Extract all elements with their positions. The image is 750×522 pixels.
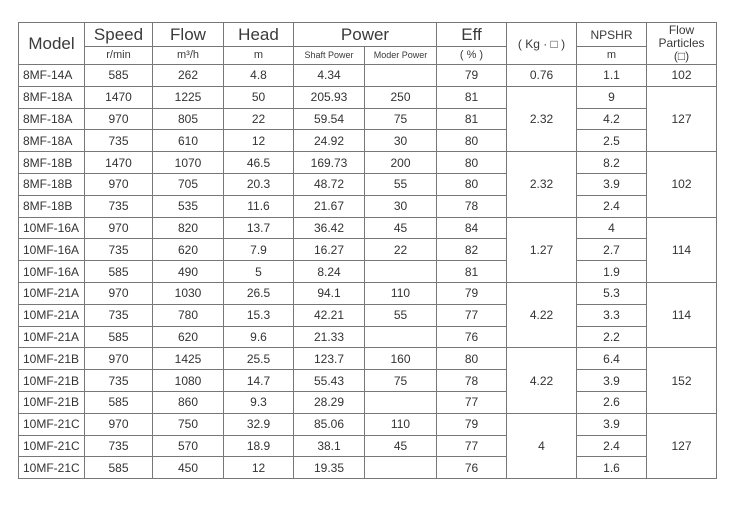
cell-model: 10MF-21B	[19, 370, 85, 392]
cell-shaft-power: 42.21	[294, 304, 365, 326]
cell-moder-power: 75	[365, 108, 437, 130]
cell-weight: 4	[507, 413, 577, 478]
cell-moder-power	[365, 457, 437, 479]
cell-moder-power: 110	[365, 413, 437, 435]
cell-flow: 610	[153, 130, 224, 152]
cell-moder-power: 55	[365, 173, 437, 195]
cell-moder-power: 45	[365, 435, 437, 457]
cell-speed: 970	[85, 173, 153, 195]
cell-flow: 1070	[153, 152, 224, 174]
table-row	[19, 239, 717, 261]
table-row	[19, 326, 717, 348]
cell-shaft-power: 38.1	[294, 435, 365, 457]
header-shaft-power: Shaft Power	[294, 47, 365, 65]
cell-moder-power: 160	[365, 348, 437, 370]
cell-shaft-power: 94.1	[294, 282, 365, 304]
cell-moder-power	[365, 391, 437, 413]
cell-weight: 4.22	[507, 282, 577, 347]
cell-flow-particles: 102	[647, 152, 717, 217]
cell-weight: 1.27	[507, 217, 577, 282]
cell-speed: 585	[85, 391, 153, 413]
particles-label-line1: Flow	[668, 23, 695, 37]
cell-model: 10MF-16A	[19, 239, 85, 261]
cell-flow: 620	[153, 326, 224, 348]
unit-npshr: m	[577, 47, 647, 65]
cell-flow: 1425	[153, 348, 224, 370]
cell-eff: 80	[437, 130, 507, 152]
cell-shaft-power: 21.33	[294, 326, 365, 348]
cell-speed: 1470	[85, 86, 153, 108]
cell-moder-power	[365, 261, 437, 283]
cell-model: 10MF-21C	[19, 457, 85, 479]
cell-model: 10MF-21A	[19, 282, 85, 304]
cell-shaft-power: 85.06	[294, 413, 365, 435]
table-row	[19, 370, 717, 392]
cell-moder-power: 45	[365, 217, 437, 239]
cell-moder-power: 75	[365, 370, 437, 392]
cell-moder-power: 30	[365, 130, 437, 152]
cell-head: 11.6	[224, 195, 294, 217]
cell-weight: 0.76	[507, 65, 577, 87]
particles-unit: (□)	[673, 49, 690, 63]
cell-eff: 80	[437, 152, 507, 174]
cell-flow: 450	[153, 457, 224, 479]
unit-flow: m³/h	[153, 47, 224, 65]
cell-shaft-power: 24.92	[294, 130, 365, 152]
cell-head: 25.5	[224, 348, 294, 370]
cell-eff: 79	[437, 65, 507, 87]
header-weight-unit: ( Kg · □ )	[507, 23, 577, 65]
cell-flow: 570	[153, 435, 224, 457]
cell-speed: 735	[85, 370, 153, 392]
cell-flow-particles: 152	[647, 348, 717, 413]
cell-head: 22	[224, 108, 294, 130]
cell-npshr: 2.2	[577, 326, 647, 348]
cell-flow-particles: 102	[647, 65, 717, 87]
cell-eff: 79	[437, 413, 507, 435]
cell-flow: 262	[153, 65, 224, 87]
table-row	[19, 457, 717, 479]
particles-label-line2: Particles	[658, 36, 705, 50]
cell-eff: 76	[437, 457, 507, 479]
table-row	[19, 130, 717, 152]
cell-eff: 76	[437, 326, 507, 348]
cell-npshr: 6.4	[577, 348, 647, 370]
table-row	[19, 217, 717, 239]
table-row	[19, 195, 717, 217]
cell-head: 15.3	[224, 304, 294, 326]
cell-model: 8MF-18B	[19, 195, 85, 217]
cell-npshr: 4	[577, 217, 647, 239]
cell-speed: 970	[85, 282, 153, 304]
cell-npshr: 3.9	[577, 413, 647, 435]
cell-eff: 81	[437, 261, 507, 283]
cell-moder-power: 110	[365, 282, 437, 304]
cell-shaft-power: 16.27	[294, 239, 365, 261]
cell-model: 8MF-18B	[19, 152, 85, 174]
cell-flow: 805	[153, 108, 224, 130]
cell-shaft-power: 19.35	[294, 457, 365, 479]
cell-npshr: 1.1	[577, 65, 647, 87]
cell-speed: 735	[85, 239, 153, 261]
cell-model: 10MF-16A	[19, 217, 85, 239]
cell-npshr: 1.9	[577, 261, 647, 283]
cell-speed: 735	[85, 304, 153, 326]
cell-model: 10MF-21A	[19, 304, 85, 326]
header-flow: Flow	[153, 23, 224, 47]
cell-moder-power	[365, 65, 437, 87]
cell-weight: 2.32	[507, 152, 577, 217]
cell-speed: 585	[85, 65, 153, 87]
cell-npshr: 5.3	[577, 282, 647, 304]
header-power: Power	[294, 23, 437, 47]
header-eff: Eff	[437, 23, 507, 47]
table-row	[19, 65, 717, 87]
cell-flow: 860	[153, 391, 224, 413]
cell-weight: 4.22	[507, 348, 577, 413]
table-row	[19, 413, 717, 435]
cell-npshr: 4.2	[577, 108, 647, 130]
cell-model: 10MF-21C	[19, 413, 85, 435]
table-body	[19, 65, 717, 479]
cell-head: 46.5	[224, 152, 294, 174]
cell-speed: 970	[85, 348, 153, 370]
cell-head: 50	[224, 86, 294, 108]
cell-speed: 585	[85, 326, 153, 348]
cell-flow: 620	[153, 239, 224, 261]
cell-moder-power	[365, 326, 437, 348]
pump-spec-table	[18, 22, 717, 479]
cell-shaft-power: 205.93	[294, 86, 365, 108]
cell-eff: 78	[437, 195, 507, 217]
cell-eff: 81	[437, 86, 507, 108]
unit-eff: ( % )	[437, 47, 507, 65]
cell-head: 18.9	[224, 435, 294, 457]
table-row	[19, 391, 717, 413]
table-row	[19, 348, 717, 370]
cell-eff: 82	[437, 239, 507, 261]
cell-speed: 970	[85, 413, 153, 435]
table-row	[19, 435, 717, 457]
header-head: Head	[224, 23, 294, 47]
cell-model: 10MF-21B	[19, 391, 85, 413]
cell-flow-particles: 127	[647, 86, 717, 151]
cell-head: 5	[224, 261, 294, 283]
cell-head: 32.9	[224, 413, 294, 435]
cell-flow: 780	[153, 304, 224, 326]
table-row	[19, 108, 717, 130]
cell-npshr: 9	[577, 86, 647, 108]
header-model: Model	[19, 23, 85, 65]
cell-npshr: 2.6	[577, 391, 647, 413]
cell-npshr: 2.4	[577, 195, 647, 217]
cell-speed: 970	[85, 108, 153, 130]
cell-moder-power: 22	[365, 239, 437, 261]
cell-head: 4.8	[224, 65, 294, 87]
cell-model: 8MF-18B	[19, 173, 85, 195]
cell-moder-power: 250	[365, 86, 437, 108]
cell-npshr: 3.9	[577, 173, 647, 195]
cell-speed: 585	[85, 261, 153, 283]
cell-shaft-power: 59.54	[294, 108, 365, 130]
table-row	[19, 152, 717, 174]
table-row	[19, 261, 717, 283]
cell-head: 12	[224, 130, 294, 152]
cell-model: 10MF-16A	[19, 261, 85, 283]
cell-head: 9.6	[224, 326, 294, 348]
cell-model: 8MF-14A	[19, 65, 85, 87]
cell-flow-particles: 114	[647, 282, 717, 347]
cell-shaft-power: 123.7	[294, 348, 365, 370]
cell-head: 7.9	[224, 239, 294, 261]
cell-shaft-power: 36.42	[294, 217, 365, 239]
header-moder-power: Moder Power	[365, 47, 437, 65]
cell-flow-particles: 114	[647, 217, 717, 282]
unit-head: m	[224, 47, 294, 65]
cell-eff: 77	[437, 435, 507, 457]
cell-shaft-power: 48.72	[294, 173, 365, 195]
cell-head: 13.7	[224, 217, 294, 239]
cell-shaft-power: 4.34	[294, 65, 365, 87]
cell-eff: 77	[437, 391, 507, 413]
cell-speed: 1470	[85, 152, 153, 174]
cell-npshr: 3.3	[577, 304, 647, 326]
cell-eff: 84	[437, 217, 507, 239]
cell-model: 8MF-18A	[19, 130, 85, 152]
cell-flow: 535	[153, 195, 224, 217]
cell-eff: 81	[437, 108, 507, 130]
cell-shaft-power: 55.43	[294, 370, 365, 392]
cell-shaft-power: 8.24	[294, 261, 365, 283]
cell-head: 20.3	[224, 173, 294, 195]
cell-head: 14.7	[224, 370, 294, 392]
cell-speed: 585	[85, 457, 153, 479]
cell-flow: 490	[153, 261, 224, 283]
cell-eff: 79	[437, 282, 507, 304]
cell-weight: 2.32	[507, 86, 577, 151]
unit-speed: r/min	[85, 47, 153, 65]
cell-eff: 80	[437, 173, 507, 195]
cell-shaft-power: 28.29	[294, 391, 365, 413]
table-row	[19, 304, 717, 326]
cell-model: 10MF-21B	[19, 348, 85, 370]
cell-flow: 705	[153, 173, 224, 195]
table-row	[19, 282, 717, 304]
cell-moder-power: 30	[365, 195, 437, 217]
cell-flow: 1030	[153, 282, 224, 304]
cell-speed: 970	[85, 217, 153, 239]
cell-flow: 1225	[153, 86, 224, 108]
cell-npshr: 2.4	[577, 435, 647, 457]
cell-speed: 735	[85, 435, 153, 457]
cell-eff: 80	[437, 348, 507, 370]
cell-moder-power: 200	[365, 152, 437, 174]
cell-head: 12	[224, 457, 294, 479]
cell-head: 26.5	[224, 282, 294, 304]
cell-speed: 735	[85, 130, 153, 152]
cell-moder-power: 55	[365, 304, 437, 326]
cell-npshr: 2.7	[577, 239, 647, 261]
cell-flow: 820	[153, 217, 224, 239]
header-npshr: NPSHR	[577, 23, 647, 47]
header-flow-particles	[647, 23, 717, 65]
table-row	[19, 173, 717, 195]
cell-npshr: 3.9	[577, 370, 647, 392]
cell-model: 8MF-18A	[19, 86, 85, 108]
cell-flow: 750	[153, 413, 224, 435]
header-speed: Speed	[85, 23, 153, 47]
cell-flow-particles: 127	[647, 413, 717, 478]
cell-head: 9.3	[224, 391, 294, 413]
cell-model: 10MF-21C	[19, 435, 85, 457]
cell-eff: 77	[437, 304, 507, 326]
cell-model: 8MF-18A	[19, 108, 85, 130]
cell-shaft-power: 169.73	[294, 152, 365, 174]
cell-model: 10MF-21A	[19, 326, 85, 348]
cell-shaft-power: 21.67	[294, 195, 365, 217]
cell-npshr: 1.6	[577, 457, 647, 479]
cell-flow: 1080	[153, 370, 224, 392]
cell-speed: 735	[85, 195, 153, 217]
cell-eff: 78	[437, 370, 507, 392]
cell-npshr: 8.2	[577, 152, 647, 174]
table-row	[19, 86, 717, 108]
cell-npshr: 2.5	[577, 130, 647, 152]
